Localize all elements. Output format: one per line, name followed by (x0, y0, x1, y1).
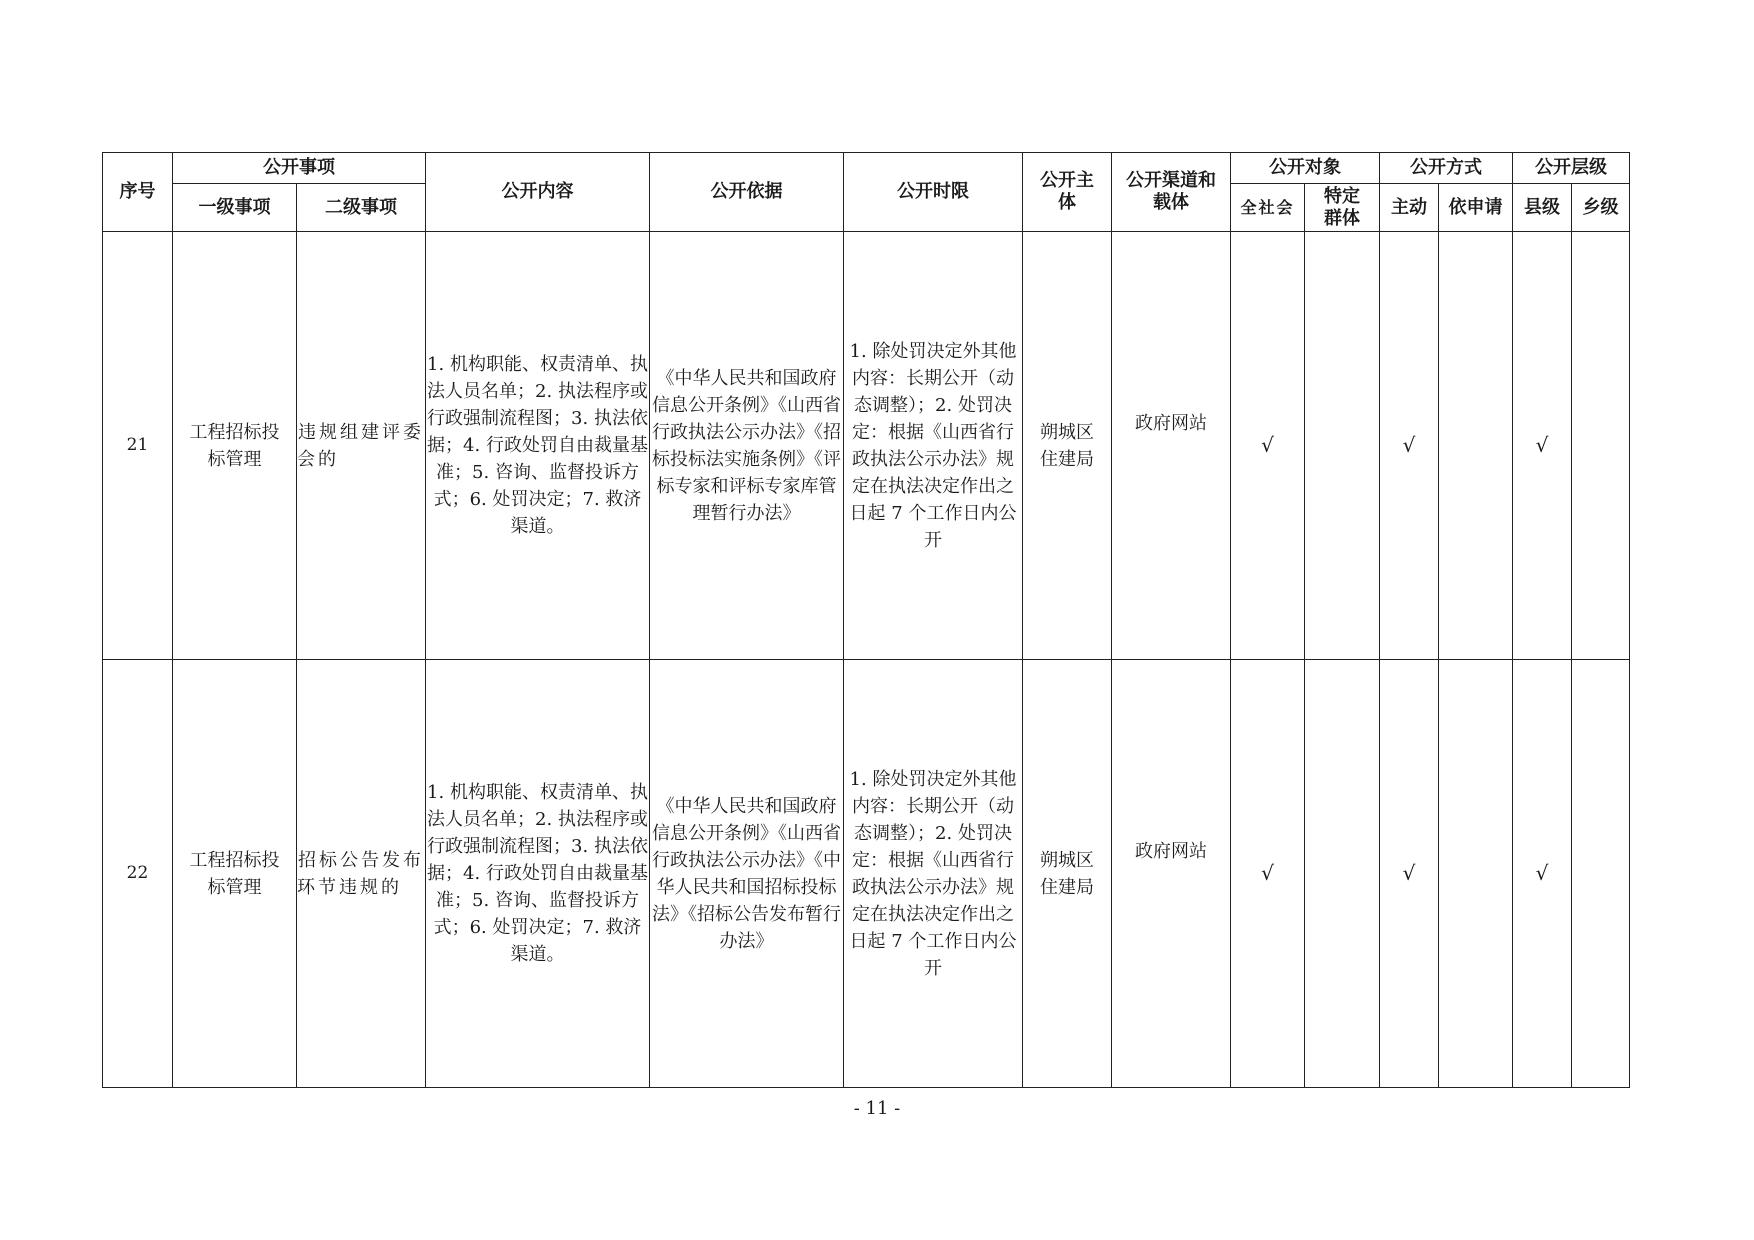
row-time-limit: 1. 除处罚决定外其他内容：长期公开（动态调整）；2. 处罚决定：根据《山西省行政执法公示办法》规定在执法决定作出之日起 7 个工作日内公开 (844, 232, 1023, 660)
table-row (103, 660, 1630, 1088)
header-method-request: 依申请 (1439, 184, 1513, 232)
header-level1: 一级事项 (173, 184, 297, 232)
row-method-request (1439, 660, 1513, 1088)
row-level2: 违规组建评委会的 (297, 232, 426, 660)
row-method-active: √ (1380, 232, 1439, 660)
header-level2: 二级事项 (297, 184, 426, 232)
header-level-township: 乡级 (1572, 184, 1630, 232)
row-method-active: √ (1380, 660, 1439, 1088)
row-level-township (1572, 232, 1630, 660)
header-target-all: 全社会 (1231, 184, 1305, 232)
row-target-specific (1305, 232, 1380, 660)
row-basis: 《中华人民共和国政府信息公开条例》《山西省行政执法公示办法》《招标投标法实施条例》《评标专家和评标专家库管理暂行办法》 (650, 232, 844, 660)
header-seq: 序号 (103, 153, 173, 232)
header-channel: 公开渠道和载体 (1112, 153, 1231, 232)
table-header (103, 153, 1630, 232)
row-subject: 朔城区住建局 (1023, 232, 1112, 660)
header-target: 公开对象 (1231, 153, 1380, 184)
row-level-county: √ (1513, 660, 1572, 1088)
row-level1: 工程招标投标管理 (173, 660, 297, 1088)
disclosure-table (102, 152, 1630, 1088)
row-level-county: √ (1513, 232, 1572, 660)
header-target-specific: 特定群体 (1305, 184, 1380, 232)
header-level-county: 县级 (1513, 184, 1572, 232)
header-items: 公开事项 (173, 153, 426, 184)
header-content: 公开内容 (426, 153, 650, 232)
row-level-township (1572, 660, 1630, 1088)
row-time-limit: 1. 除处罚决定外其他内容：长期公开（动态调整）；2. 处罚决定：根据《山西省行政执法公示办法》规定在执法决定作出之日起 7 个工作日内公开 (844, 660, 1023, 1088)
row-seq: 22 (103, 660, 173, 1088)
header-method-active: 主动 (1380, 184, 1439, 232)
row-method-request (1439, 232, 1513, 660)
row-target-all: √ (1231, 660, 1305, 1088)
row-basis: 《中华人民共和国政府信息公开条例》《山西省行政执法公示办法》《中华人民共和国招标投标法》《招标公告发布暂行办法》 (650, 660, 844, 1088)
header-method: 公开方式 (1380, 153, 1513, 184)
row-content: 1. 机构职能、权责清单、执法人员名单；2. 执法程序或行政强制流程图；3. 执法依据；4. 行政处罚自由裁量基准；5. 咨询、监督投诉方式；6. 处罚决定；7. 救济渠道。 (426, 660, 650, 1088)
row-channel: 政府网站 (1112, 660, 1231, 1088)
row-target-specific (1305, 660, 1380, 1088)
row-content: 1. 机构职能、权责清单、执法人员名单；2. 执法程序或行政强制流程图；3. 执法依据；4. 行政处罚自由裁量基准；5. 咨询、监督投诉方式；6. 处罚决定；7. 救济渠道。 (426, 232, 650, 660)
table-row (103, 232, 1630, 660)
row-seq: 21 (103, 232, 173, 660)
row-level1: 工程招标投标管理 (173, 232, 297, 660)
row-channel: 政府网站 (1112, 232, 1231, 660)
header-level: 公开层级 (1513, 153, 1630, 184)
header-subject: 公开主体 (1023, 153, 1112, 232)
table-body (103, 232, 1630, 1088)
header-time-limit: 公开时限 (844, 153, 1023, 232)
page-number: - 11 - (853, 1098, 901, 1119)
row-target-all: √ (1231, 232, 1305, 660)
row-level2: 招标公告发布环节违规的 (297, 660, 426, 1088)
row-subject: 朔城区住建局 (1023, 660, 1112, 1088)
header-basis: 公开依据 (650, 153, 844, 232)
